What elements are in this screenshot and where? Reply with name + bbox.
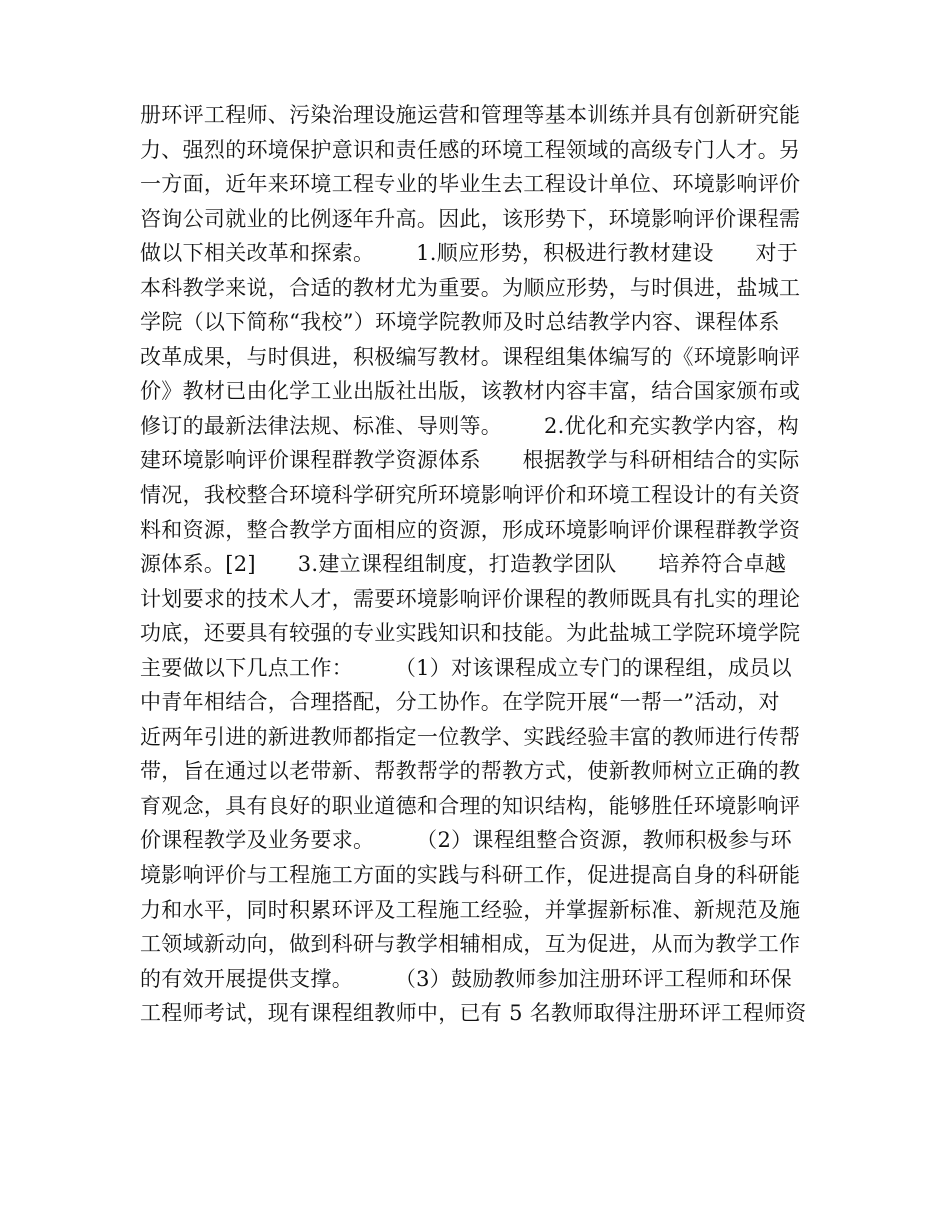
text-line-5: 做以下相关改革和探索。 1.顺应形势，积极进行教材建设 对于	[140, 241, 799, 266]
text-line-19: 近两年引进的新进教师都指定一位教学、实践经验丰富的教师进行传帮	[140, 724, 801, 749]
text-line-27: 工程师考试，现有课程组教师中，已有 5 名教师取得注册环评工程师资	[140, 1001, 807, 1026]
text-line-13: 料和资源，整合教学方面相应的资源，形成环境影响评价课程群教学资	[140, 517, 801, 542]
text-line-7: 学院（以下简称“我校”）环境学院教师及时总结教学内容、课程体系	[140, 310, 780, 335]
text-line-26: 的有效开展提供支撑。 （3）鼓励教师参加注册环评工程师和环保	[140, 966, 792, 991]
text-line-20: 带，旨在通过以老带新、帮教帮学的帮教方式，使新教师树立正确的教	[140, 759, 801, 784]
text-line-6: 本科教学来说，合适的教材尤为重要。为顺应形势，与时俱进，盐城工	[140, 275, 801, 300]
text-line-1: 册环评工程师、污染治理设施运营和管理等基本训练并具有创新研究能	[140, 103, 801, 127]
text-line-10: 修订的最新法律法规、标准、导则等。 2.优化和充实教学内容，构	[140, 413, 799, 438]
text-line-14: 源体系。[2] 3.建立课程组制度，打造教学团队 培养符合卓越	[140, 552, 787, 577]
text-line-17: 主要做以下几点工作： （1）对该课程成立专门的课程组，成员以	[140, 655, 792, 680]
text-line-15: 计划要求的技术人才，需要环境影响评价课程的教师既具有扎实的理论	[140, 586, 801, 611]
text-line-21: 育观念，具有良好的职业道德和合理的知识结构，能够胜任环境影响评	[140, 793, 801, 818]
text-line-8: 改革成果，与时俱进，积极编写教材。课程组集体编写的《环境影响评	[140, 344, 801, 369]
body-text	[140, 98, 820, 1031]
text-line-12: 情况，我校整合环境科学研究所环境影响评价和环境工程设计的有关资	[140, 483, 801, 508]
text-line-9: 价》教材已由化学工业出版社出版，该教材内容丰富，结合国家颁布或	[140, 379, 801, 404]
text-line-4: 咨询公司就业的比例逐年升高。因此，该形势下，环境影响评价课程需	[140, 206, 801, 231]
text-line-3: 一方面，近年来环境工程专业的毕业生去工程设计单位、环境影响评价	[140, 172, 801, 197]
text-line-24: 力和水平，同时积累环评及工程施工经验，并掌握新标准、新规范及施	[140, 897, 801, 922]
text-line-2: 力、强烈的环境保护意识和责任感的环境工程领域的高级专门人才。另	[140, 137, 801, 162]
text-line-18: 中青年相结合，合理搭配，分工协作。在学院开展“一帮一”活动，对	[140, 690, 780, 715]
text-line-23: 境影响评价与工程施工方面的实践与科研工作，促进提高自身的科研能	[140, 863, 801, 888]
text-line-25: 工领域新动向，做到科研与教学相辅相成，互为促进，从而为教学工作	[140, 932, 801, 957]
text-line-16: 功底，还要具有较强的专业实践知识和技能。为此盐城工学院环境学院	[140, 621, 801, 646]
text-line-11: 建环境影响评价课程群教学资源体系 根据教学与科研相结合的实际	[140, 448, 800, 473]
text-line-22: 价课程教学及业务要求。 （2）课程组整合资源，教师积极参与环	[140, 828, 792, 853]
